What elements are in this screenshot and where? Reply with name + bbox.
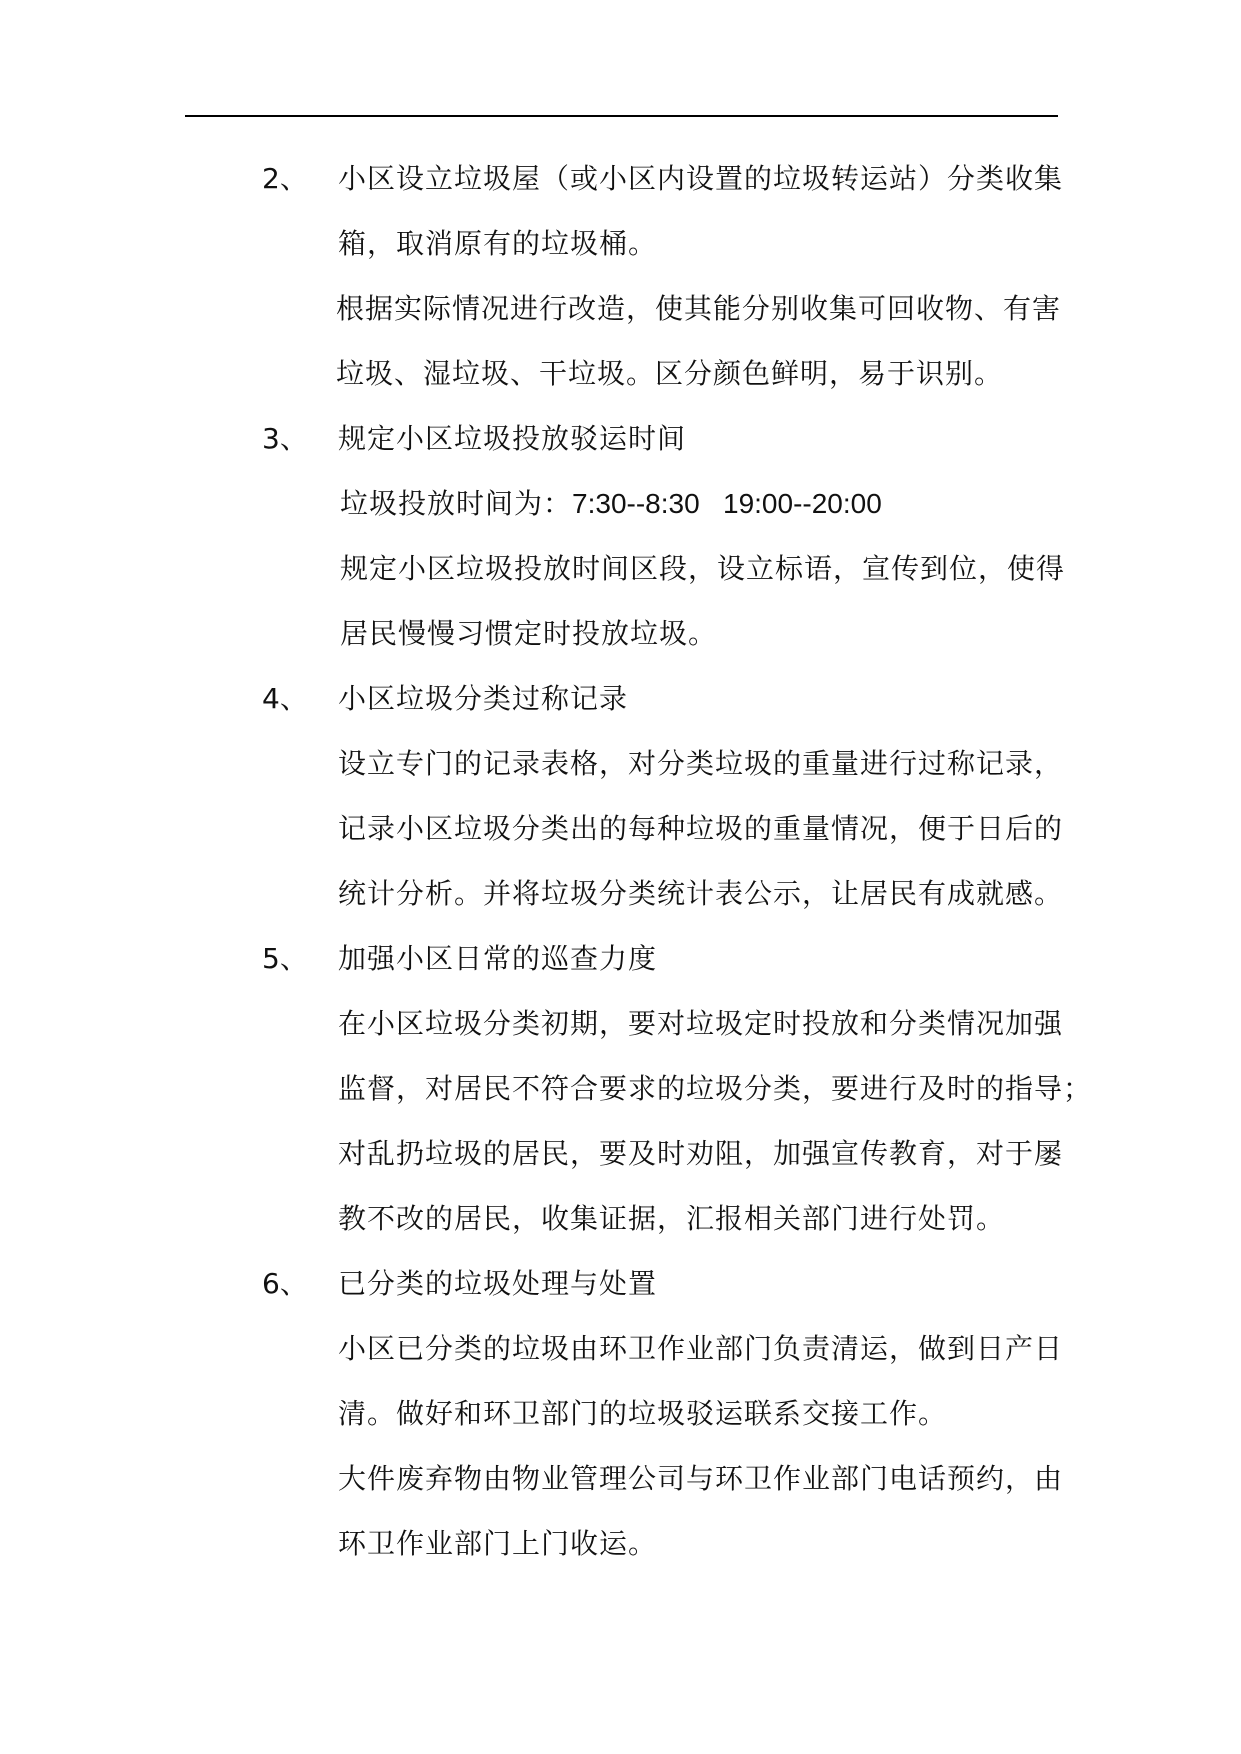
header-rule (185, 115, 1058, 117)
item-2-title-line-1: 小区设立垃圾屋（或小区内设置的垃圾转运站）分类收集 (338, 162, 1064, 195)
item-2-body-line-1: 根据实际情况进行改造，使其能分别收集可回收物、有害 (336, 292, 1062, 325)
item-4-body-line-2: 记录小区垃圾分类出的每种垃圾的重量情况，便于日后的 (338, 812, 1064, 845)
item-3-time-line (340, 487, 882, 521)
item-3-number: 3、 (262, 422, 308, 455)
item-5-body-line-2: 监督，对居民不符合要求的垃圾分类，要进行及时的指导； (338, 1072, 1093, 1105)
item-3-body-line-1: 规定小区垃圾投放时间区段，设立标语，宣传到位，使得 (340, 552, 1066, 585)
item-2-body-line-2: 垃圾、湿垃圾、干垃圾。区分颜色鲜明，易于识别。 (336, 357, 1004, 390)
item-5-title: 加强小区日常的巡查力度 (338, 942, 658, 975)
item-4-body-line-3: 统计分析。并将垃圾分类统计表公示，让居民有成就感。 (338, 877, 1064, 910)
item-6-body-line-2: 清。做好和环卫部门的垃圾驳运联系交接工作。 (338, 1397, 948, 1430)
time-values: 7:30--8:30 19:00--20:00 (572, 488, 882, 519)
item-2-title-line-2: 箱，取消原有的垃圾桶。 (338, 227, 658, 260)
item-2-number: 2、 (262, 162, 308, 195)
item-6-number: 6、 (262, 1267, 308, 1300)
item-6-body-line-3: 大件废弃物由物业管理公司与环卫作业部门电话预约，由 (338, 1462, 1064, 1495)
item-5-body-line-1: 在小区垃圾分类初期，要对垃圾定时投放和分类情况加强 (338, 1007, 1064, 1040)
item-5-body-line-4: 教不改的居民，收集证据，汇报相关部门进行处罚。 (338, 1202, 1006, 1235)
item-6-body-line-1: 小区已分类的垃圾由环卫作业部门负责清运，做到日产日 (338, 1332, 1064, 1365)
time-label: 垃圾投放时间为： (340, 487, 573, 520)
item-4-title: 小区垃圾分类过称记录 (338, 682, 629, 715)
item-6-body-line-4: 环卫作业部门上门收运。 (338, 1527, 658, 1560)
item-6-title: 已分类的垃圾处理与处置 (338, 1267, 658, 1300)
item-5-number: 5、 (262, 942, 308, 975)
item-5-body-line-3: 对乱扔垃圾的居民，要及时劝阻，加强宣传教育，对于屡 (338, 1137, 1064, 1170)
item-4-number: 4、 (262, 682, 308, 715)
item-3-title: 规定小区垃圾投放驳运时间 (338, 422, 687, 455)
item-4-body-line-1: 设立专门的记录表格，对分类垃圾的重量进行过称记录， (338, 747, 1064, 780)
item-3-body-line-2: 居民慢慢习惯定时投放垃圾。 (340, 617, 718, 650)
